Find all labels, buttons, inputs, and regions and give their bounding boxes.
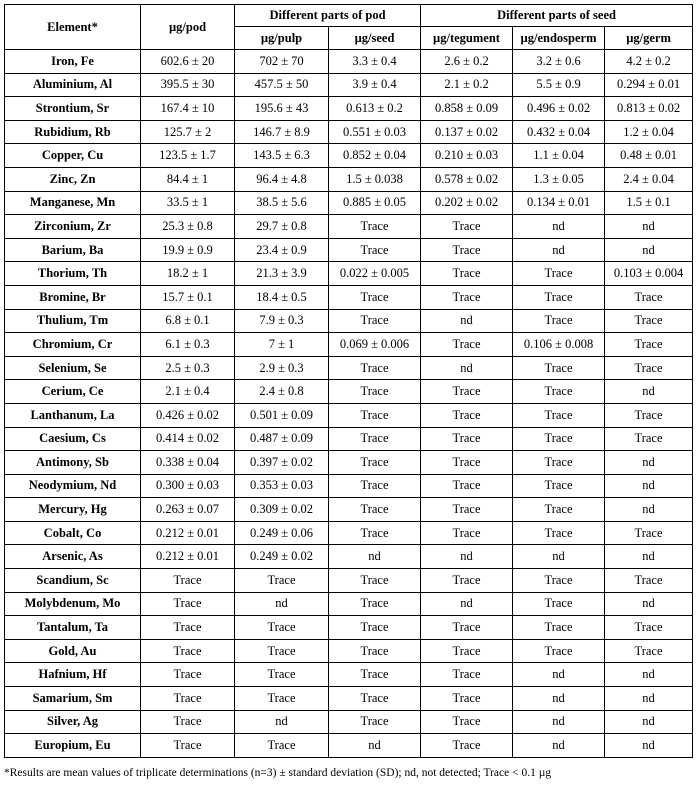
pod-cell: 2.5 ± 0.3 <box>141 356 235 380</box>
pulp-cell: 146.7 ± 8.9 <box>235 120 329 144</box>
endosperm-cell: Trace <box>513 521 605 545</box>
pod-cell: 0.426 ± 0.02 <box>141 403 235 427</box>
seed-cell: Trace <box>329 639 421 663</box>
element-cell: Antimony, Sb <box>5 451 141 475</box>
pod-cell: 167.4 ± 10 <box>141 97 235 121</box>
germ-cell: Trace <box>605 427 693 451</box>
table-row <box>5 474 693 498</box>
germ-cell: Trace <box>605 616 693 640</box>
pulp-cell: 2.9 ± 0.3 <box>235 356 329 380</box>
seed-cell: Trace <box>329 474 421 498</box>
germ-cell: Trace <box>605 285 693 309</box>
element-cell: Hafnium, Hf <box>5 663 141 687</box>
endosperm-cell: Trace <box>513 451 605 475</box>
element-cell: Aluminium, Al <box>5 73 141 97</box>
pulp-cell: 0.249 ± 0.02 <box>235 545 329 569</box>
endosperm-cell: nd <box>513 663 605 687</box>
pulp-cell: 21.3 ± 3.9 <box>235 262 329 286</box>
pod-cell: 18.2 ± 1 <box>141 262 235 286</box>
element-cell: Tantalum, Ta <box>5 616 141 640</box>
seed-cell: 0.613 ± 0.2 <box>329 97 421 121</box>
header-seed: µg/seed <box>329 27 421 50</box>
endosperm-cell: 1.3 ± 0.05 <box>513 167 605 191</box>
table-row <box>5 427 693 451</box>
table-row <box>5 120 693 144</box>
table-row <box>5 592 693 616</box>
germ-cell: Trace <box>605 309 693 333</box>
pulp-cell: 0.487 ± 0.09 <box>235 427 329 451</box>
endosperm-cell: nd <box>513 215 605 239</box>
table-row <box>5 498 693 522</box>
germ-cell: Trace <box>605 569 693 593</box>
endosperm-cell: Trace <box>513 616 605 640</box>
pulp-cell: 29.7 ± 0.8 <box>235 215 329 239</box>
tegument-cell: 0.202 ± 0.02 <box>421 191 513 215</box>
element-cell: Mercury, Hg <box>5 498 141 522</box>
seed-cell: 0.551 ± 0.03 <box>329 120 421 144</box>
tegument-cell: Trace <box>421 616 513 640</box>
seed-cell: Trace <box>329 238 421 262</box>
seed-cell: 0.885 ± 0.05 <box>329 191 421 215</box>
pod-cell: 6.1 ± 0.3 <box>141 333 235 357</box>
pulp-cell: 38.5 ± 5.6 <box>235 191 329 215</box>
pod-cell: 0.212 ± 0.01 <box>141 545 235 569</box>
germ-cell: 0.813 ± 0.02 <box>605 97 693 121</box>
germ-cell: 0.48 ± 0.01 <box>605 144 693 168</box>
seed-cell: Trace <box>329 687 421 711</box>
seed-cell: Trace <box>329 403 421 427</box>
endosperm-cell: Trace <box>513 498 605 522</box>
seed-cell: Trace <box>329 521 421 545</box>
element-cell: Zinc, Zn <box>5 167 141 191</box>
pod-cell: 0.414 ± 0.02 <box>141 427 235 451</box>
pod-cell: 84.4 ± 1 <box>141 167 235 191</box>
germ-cell: nd <box>605 238 693 262</box>
tegument-cell: Trace <box>421 451 513 475</box>
table-row <box>5 309 693 333</box>
table-row <box>5 50 693 74</box>
table-row <box>5 710 693 734</box>
tegument-cell: Trace <box>421 474 513 498</box>
pulp-cell: 2.4 ± 0.8 <box>235 380 329 404</box>
endosperm-cell: nd <box>513 545 605 569</box>
tegument-cell: nd <box>421 545 513 569</box>
element-cell: Lanthanum, La <box>5 403 141 427</box>
endosperm-cell: Trace <box>513 380 605 404</box>
table-row <box>5 215 693 239</box>
tegument-cell: nd <box>421 592 513 616</box>
endosperm-cell: 0.432 ± 0.04 <box>513 120 605 144</box>
tegument-cell: Trace <box>421 262 513 286</box>
table-row <box>5 356 693 380</box>
tegument-cell: Trace <box>421 285 513 309</box>
pulp-cell: 0.309 ± 0.02 <box>235 498 329 522</box>
germ-cell: nd <box>605 687 693 711</box>
seed-cell: 1.5 ± 0.038 <box>329 167 421 191</box>
table-row <box>5 639 693 663</box>
pod-cell: 395.5 ± 30 <box>141 73 235 97</box>
seed-cell: nd <box>329 545 421 569</box>
endosperm-cell: nd <box>513 710 605 734</box>
tegument-cell: Trace <box>421 639 513 663</box>
table-row <box>5 403 693 427</box>
header-pod: µg/pod <box>141 5 235 50</box>
tegument-cell: Trace <box>421 333 513 357</box>
pod-cell: Trace <box>141 687 235 711</box>
germ-cell: nd <box>605 663 693 687</box>
pod-cell: 125.7 ± 2 <box>141 120 235 144</box>
germ-cell: nd <box>605 710 693 734</box>
table-row <box>5 734 693 758</box>
seed-cell: Trace <box>329 427 421 451</box>
pulp-cell: 7.9 ± 0.3 <box>235 309 329 333</box>
tegument-cell: Trace <box>421 403 513 427</box>
pulp-cell: Trace <box>235 616 329 640</box>
pod-cell: 33.5 ± 1 <box>141 191 235 215</box>
seed-cell: 0.852 ± 0.04 <box>329 144 421 168</box>
endosperm-cell: 0.496 ± 0.02 <box>513 97 605 121</box>
germ-cell: 1.5 ± 0.1 <box>605 191 693 215</box>
pulp-cell: Trace <box>235 663 329 687</box>
pod-cell: 123.5 ± 1.7 <box>141 144 235 168</box>
pod-cell: Trace <box>141 734 235 758</box>
pulp-cell: 96.4 ± 4.8 <box>235 167 329 191</box>
tegument-cell: 0.578 ± 0.02 <box>421 167 513 191</box>
seed-cell: Trace <box>329 663 421 687</box>
header-group-seed-parts: Different parts of seed <box>421 5 693 27</box>
table-row <box>5 191 693 215</box>
element-cell: Neodymium, Nd <box>5 474 141 498</box>
pulp-cell: nd <box>235 592 329 616</box>
pod-cell: Trace <box>141 663 235 687</box>
tegument-cell: 2.1 ± 0.2 <box>421 73 513 97</box>
table-row <box>5 687 693 711</box>
table-footnote: *Results are mean values of triplicate determinations (n=3) ± standard deviation (SD); nd, not detected; Trace < 0.1 µg <box>4 767 552 779</box>
table-row <box>5 521 693 545</box>
tegument-cell: 0.210 ± 0.03 <box>421 144 513 168</box>
tegument-cell: Trace <box>421 734 513 758</box>
germ-cell: nd <box>605 545 693 569</box>
pulp-cell: 457.5 ± 50 <box>235 73 329 97</box>
element-cell: Strontium, Sr <box>5 97 141 121</box>
element-cell: Cerium, Ce <box>5 380 141 404</box>
table-row <box>5 545 693 569</box>
germ-cell: 2.4 ± 0.04 <box>605 167 693 191</box>
header-tegument: µg/tegument <box>421 27 513 50</box>
pod-cell: Trace <box>141 592 235 616</box>
germ-cell: Trace <box>605 356 693 380</box>
endosperm-cell: 5.5 ± 0.9 <box>513 73 605 97</box>
tegument-cell: Trace <box>421 569 513 593</box>
table-row <box>5 663 693 687</box>
table-row <box>5 380 693 404</box>
seed-cell: Trace <box>329 285 421 309</box>
seed-cell: Trace <box>329 498 421 522</box>
seed-cell: Trace <box>329 380 421 404</box>
seed-cell: Trace <box>329 356 421 380</box>
seed-cell: Trace <box>329 592 421 616</box>
tegument-cell: Trace <box>421 380 513 404</box>
endosperm-cell: Trace <box>513 592 605 616</box>
pulp-cell: Trace <box>235 569 329 593</box>
pod-cell: 0.263 ± 0.07 <box>141 498 235 522</box>
tegument-cell: Trace <box>421 687 513 711</box>
endosperm-cell: Trace <box>513 639 605 663</box>
pod-cell: Trace <box>141 710 235 734</box>
pulp-cell: 7 ± 1 <box>235 333 329 357</box>
pod-cell: 15.7 ± 0.1 <box>141 285 235 309</box>
pod-cell: 0.212 ± 0.01 <box>141 521 235 545</box>
germ-cell: Trace <box>605 521 693 545</box>
endosperm-cell: Trace <box>513 569 605 593</box>
endosperm-cell: Trace <box>513 427 605 451</box>
seed-cell: 0.069 ± 0.006 <box>329 333 421 357</box>
endosperm-cell: Trace <box>513 285 605 309</box>
seed-cell: 0.022 ± 0.005 <box>329 262 421 286</box>
table-row <box>5 262 693 286</box>
pod-cell: 2.1 ± 0.4 <box>141 380 235 404</box>
seed-cell: 3.3 ± 0.4 <box>329 50 421 74</box>
tegument-cell: Trace <box>421 710 513 734</box>
tegument-cell: 2.6 ± 0.2 <box>421 50 513 74</box>
table-row <box>5 451 693 475</box>
table-row <box>5 73 693 97</box>
element-cell: Arsenic, As <box>5 545 141 569</box>
tegument-cell: Trace <box>421 215 513 239</box>
element-cell: Iron, Fe <box>5 50 141 74</box>
endosperm-cell: Trace <box>513 403 605 427</box>
element-cell: Samarium, Sm <box>5 687 141 711</box>
germ-cell: nd <box>605 734 693 758</box>
table-row <box>5 144 693 168</box>
table-row <box>5 616 693 640</box>
element-cell: Thorium, Th <box>5 262 141 286</box>
pulp-cell: 23.4 ± 0.9 <box>235 238 329 262</box>
germ-cell: nd <box>605 592 693 616</box>
endosperm-cell: nd <box>513 687 605 711</box>
pod-cell: 6.8 ± 0.1 <box>141 309 235 333</box>
header-pulp: µg/pulp <box>235 27 329 50</box>
element-cell: Manganese, Mn <box>5 191 141 215</box>
table-row <box>5 285 693 309</box>
header-germ: µg/germ <box>605 27 693 50</box>
pulp-cell: Trace <box>235 687 329 711</box>
endosperm-cell: Trace <box>513 474 605 498</box>
element-cell: Molybdenum, Mo <box>5 592 141 616</box>
endosperm-cell: Trace <box>513 356 605 380</box>
pod-cell: 602.6 ± 20 <box>141 50 235 74</box>
element-cell: Zirconium, Zr <box>5 215 141 239</box>
element-cell: Copper, Cu <box>5 144 141 168</box>
germ-cell: Trace <box>605 333 693 357</box>
pod-cell: 25.3 ± 0.8 <box>141 215 235 239</box>
germ-cell: 0.103 ± 0.004 <box>605 262 693 286</box>
pod-cell: 0.338 ± 0.04 <box>141 451 235 475</box>
table-body <box>5 50 693 758</box>
element-cell: Bromine, Br <box>5 285 141 309</box>
pulp-cell: 195.6 ± 43 <box>235 97 329 121</box>
pod-cell: 0.300 ± 0.03 <box>141 474 235 498</box>
seed-cell: Trace <box>329 309 421 333</box>
element-cell: Cobalt, Co <box>5 521 141 545</box>
germ-cell: nd <box>605 380 693 404</box>
pulp-cell: 702 ± 70 <box>235 50 329 74</box>
element-cell: Europium, Eu <box>5 734 141 758</box>
germ-cell: 0.294 ± 0.01 <box>605 73 693 97</box>
pod-cell: Trace <box>141 639 235 663</box>
germ-cell: Trace <box>605 639 693 663</box>
pulp-cell: 143.5 ± 6.3 <box>235 144 329 168</box>
seed-cell: Trace <box>329 616 421 640</box>
pulp-cell: 0.397 ± 0.02 <box>235 451 329 475</box>
seed-cell: Trace <box>329 569 421 593</box>
endosperm-cell: 1.1 ± 0.04 <box>513 144 605 168</box>
pulp-cell: 18.4 ± 0.5 <box>235 285 329 309</box>
endosperm-cell: Trace <box>513 309 605 333</box>
tegument-cell: nd <box>421 356 513 380</box>
tegument-cell: 0.137 ± 0.02 <box>421 120 513 144</box>
element-cell: Scandium, Sc <box>5 569 141 593</box>
element-cell: Selenium, Se <box>5 356 141 380</box>
tegument-cell: 0.858 ± 0.09 <box>421 97 513 121</box>
seed-cell: nd <box>329 734 421 758</box>
pulp-cell: 0.249 ± 0.06 <box>235 521 329 545</box>
header-endosperm: µg/endosperm <box>513 27 605 50</box>
tegument-cell: Trace <box>421 521 513 545</box>
table-row <box>5 333 693 357</box>
element-cell: Rubidium, Rb <box>5 120 141 144</box>
pod-cell: Trace <box>141 616 235 640</box>
germ-cell: 4.2 ± 0.2 <box>605 50 693 74</box>
pod-cell: Trace <box>141 569 235 593</box>
endosperm-cell: 0.106 ± 0.008 <box>513 333 605 357</box>
table-row <box>5 569 693 593</box>
pulp-cell: 0.353 ± 0.03 <box>235 474 329 498</box>
germ-cell: nd <box>605 474 693 498</box>
endosperm-cell: 3.2 ± 0.6 <box>513 50 605 74</box>
header-group-pod-parts: Different parts of pod <box>235 5 421 27</box>
tegument-cell: Trace <box>421 498 513 522</box>
germ-cell: 1.2 ± 0.04 <box>605 120 693 144</box>
tegument-cell: Trace <box>421 427 513 451</box>
element-cell: Silver, Ag <box>5 710 141 734</box>
endosperm-cell: nd <box>513 238 605 262</box>
endosperm-cell: nd <box>513 734 605 758</box>
element-cell: Chromium, Cr <box>5 333 141 357</box>
pulp-cell: Trace <box>235 734 329 758</box>
seed-cell: Trace <box>329 215 421 239</box>
germ-cell: Trace <box>605 403 693 427</box>
endosperm-cell: 0.134 ± 0.01 <box>513 191 605 215</box>
element-content-table <box>4 4 693 758</box>
tegument-cell: Trace <box>421 238 513 262</box>
table-row <box>5 97 693 121</box>
tegument-cell: Trace <box>421 663 513 687</box>
header-element: Element* <box>5 5 141 50</box>
pulp-cell: nd <box>235 710 329 734</box>
element-cell: Barium, Ba <box>5 238 141 262</box>
element-cell: Gold, Au <box>5 639 141 663</box>
pod-cell: 19.9 ± 0.9 <box>141 238 235 262</box>
element-cell: Thulium, Tm <box>5 309 141 333</box>
germ-cell: nd <box>605 451 693 475</box>
table-row <box>5 238 693 262</box>
pulp-cell: Trace <box>235 639 329 663</box>
endosperm-cell: Trace <box>513 262 605 286</box>
tegument-cell: nd <box>421 309 513 333</box>
element-cell: Caesium, Cs <box>5 427 141 451</box>
germ-cell: nd <box>605 498 693 522</box>
table-row <box>5 167 693 191</box>
seed-cell: Trace <box>329 451 421 475</box>
germ-cell: nd <box>605 215 693 239</box>
seed-cell: 3.9 ± 0.4 <box>329 73 421 97</box>
pulp-cell: 0.501 ± 0.09 <box>235 403 329 427</box>
seed-cell: Trace <box>329 710 421 734</box>
